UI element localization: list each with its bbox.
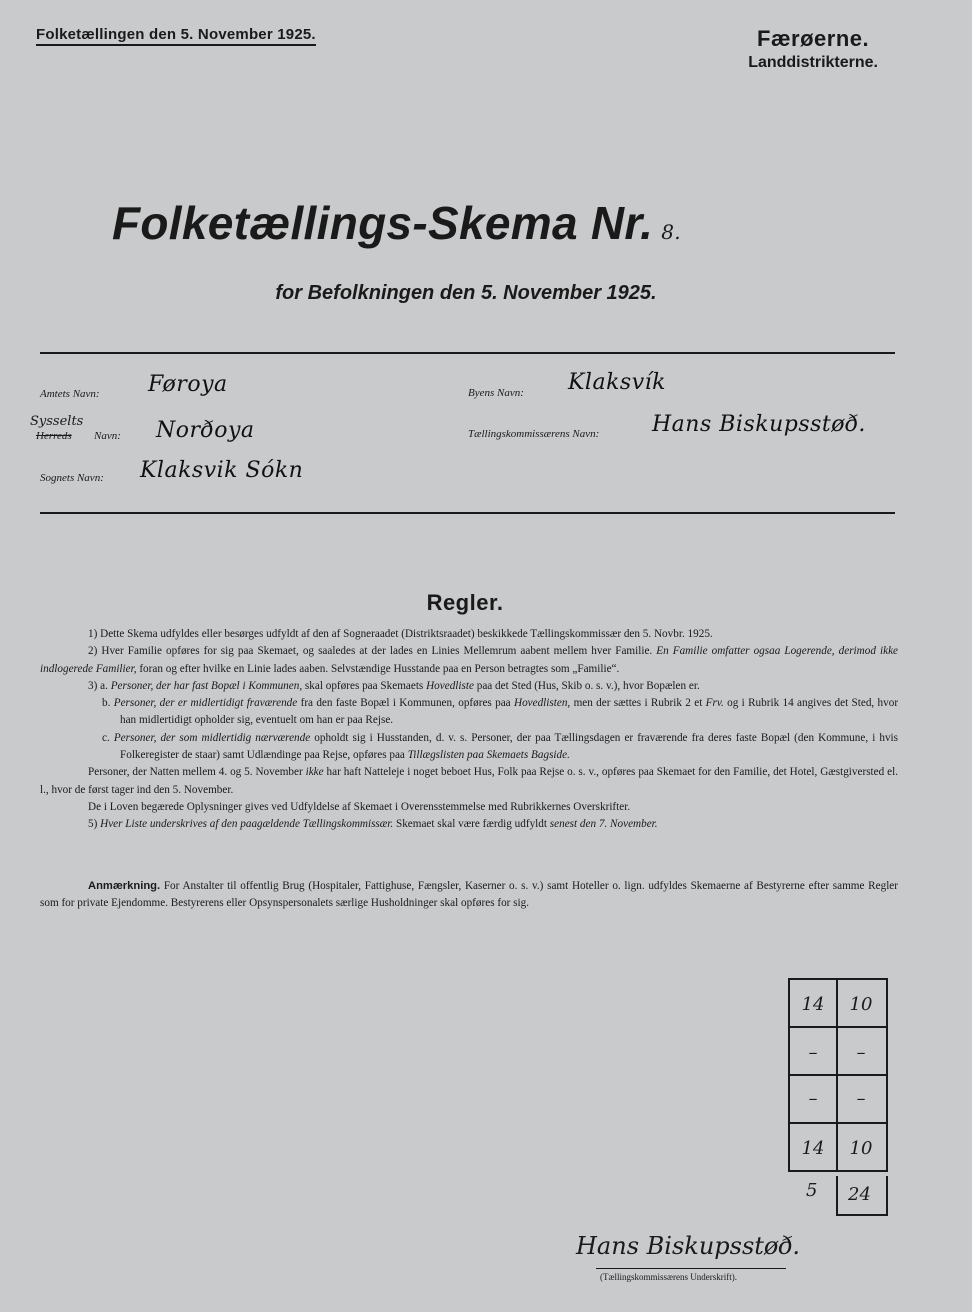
form-subtitle: for Befolkningen den 5. November 1925. bbox=[275, 282, 657, 304]
tally-cell: – bbox=[808, 1042, 818, 1063]
tally-divider bbox=[790, 1122, 886, 1124]
rule-3b: b. Personer, der er midlertidigt fraværende fra den faste Bopæl i Kommunen, opføres paa Hovedlisten, men der sættes i Rubrik 2 et Frv. og i Rubrik 14 angives det Sted, hvor han midlertidigt opholder sig, eventuelt om han er paa Rejse. bbox=[102, 697, 899, 727]
herred-value: Norðoya bbox=[156, 418, 255, 443]
note-text: For Anstalter til offentlig Brug (Hospitaler, Fattighuse, Fængsler, Kaserner o. s. v.) samt Hoteller o. lign. udfyldes Skemaerne af Bestyrerne efter samme Regler som for private Ejendomme. Bestyrerens eller Opsynspersonalets særlige Husholdninger skal opføres for sig. bbox=[40, 880, 899, 910]
tally-divider bbox=[790, 1074, 886, 1076]
sogn-value: Klaksvik Sókn bbox=[140, 458, 304, 483]
commissioner-signature: Hans Biskupsstøð. bbox=[576, 1232, 801, 1260]
rule-3c: c. Personer, der som midlertidig nærværende opholdt sig i Husstanden, d. v. s. Personer, der paa Tællingsdagen er fraværende fra deres faste Bopæl (den Kommune, i hvis Folkeregister de staar) samt Udlændinge paa Rejse, opføres paa Tillægslisten paa Skemaets Bagside. bbox=[102, 731, 899, 762]
kommissaer-label: Tællingskommissærens Navn: bbox=[468, 428, 600, 440]
rule-2: 2) Hver Familie opføres for sig paa Skemaet, og saaledes at der lades en Linies Mellemrum aabent mellem hver Familie. En Familie omfatter ogsaa Logerende, derimod ikke indlogerede Familier, foran og efter hvilke en Linie lades aaben. Selvstændige Husstande paa en Person betragtes som „Familie“. bbox=[40, 645, 898, 675]
tally-cell: – bbox=[856, 1088, 866, 1109]
signature-caption: (Tællingskommissærens Underskrift). bbox=[600, 1272, 737, 1282]
region-header bbox=[748, 26, 878, 72]
form-title-text: Folketællings-Skema Nr. bbox=[112, 197, 654, 249]
tally-divider bbox=[790, 1026, 886, 1028]
tally-cell: 14 bbox=[801, 1138, 825, 1159]
amt-value: Føroya bbox=[148, 372, 228, 397]
sogn-label: Sognets Navn: bbox=[40, 472, 104, 484]
region-subname: Landdistrikterne. bbox=[748, 54, 878, 71]
amt-label: Amtets Navn: bbox=[40, 388, 100, 400]
tally-total-right: 24 bbox=[848, 1184, 871, 1205]
by-label: Byens Navn: bbox=[468, 387, 524, 399]
rules-heading: Regler. bbox=[426, 590, 504, 615]
tally-cell: 14 bbox=[801, 994, 825, 1015]
census-date-header: Folketællingen den 5. November 1925. bbox=[36, 26, 316, 46]
note-label: Anmærkning. bbox=[88, 880, 161, 892]
tally-cell: – bbox=[856, 1042, 866, 1063]
tally-box bbox=[788, 978, 888, 1172]
tally-total-left: 5 bbox=[806, 1180, 818, 1201]
rule-6: 5) Hver Liste underskrives af den paagældende Tællingskommissær. Skemaet skal være færdig udfyldt senest den 7. November. bbox=[88, 818, 658, 831]
herred-label-suffix: Navn: bbox=[94, 430, 121, 442]
form-number: 8. bbox=[661, 220, 681, 244]
region-name: Færøerne. bbox=[757, 26, 870, 51]
herred-label-struck: Herreds bbox=[36, 430, 72, 442]
syssel-handwritten: Sysselts bbox=[30, 414, 84, 429]
rule-4: Personer, der Natten mellem 4. og 5. November ikke har haft Natteleje i noget beboet Hus, Folk paa Rejse o. s. v., opføres paa Skemaet for den Familie, det Hotel, Gæstgiversted el. l., hvor de først tager ind den 5. November. bbox=[40, 766, 898, 796]
tally-cell: – bbox=[808, 1088, 818, 1109]
rules-text bbox=[40, 626, 898, 834]
rule-5: De i Loven begærede Oplysninger gives ved Udfyldelse af Skemaet i Overensstemmelse med Rubrikkernes Overskrifter. bbox=[88, 800, 631, 813]
rule-1: 1) Dette Skema udfyldes eller besørges udfyldt af den af Sogneraadet (Distriktsraadet) beskikkede Tællingskommissær den 5. Novbr. 1925. bbox=[88, 628, 713, 640]
form-title bbox=[112, 196, 681, 250]
by-value: Klaksvík bbox=[568, 370, 667, 395]
tally-cell: 10 bbox=[849, 1138, 873, 1159]
divider-bottom bbox=[40, 512, 895, 514]
signature-line bbox=[596, 1268, 786, 1269]
kommissaer-value: Hans Biskupsstøð. bbox=[652, 412, 866, 437]
note-paragraph bbox=[40, 878, 898, 913]
divider-top bbox=[40, 352, 895, 354]
rule-3a: 3) a. Personer, der har fast Bopæl i Kommunen, skal opføres paa Skemaets Hovedliste paa det Sted (Hus, Skib o. s. v.), hvor Bopælen er. bbox=[88, 679, 700, 692]
tally-cell: 10 bbox=[849, 994, 873, 1015]
